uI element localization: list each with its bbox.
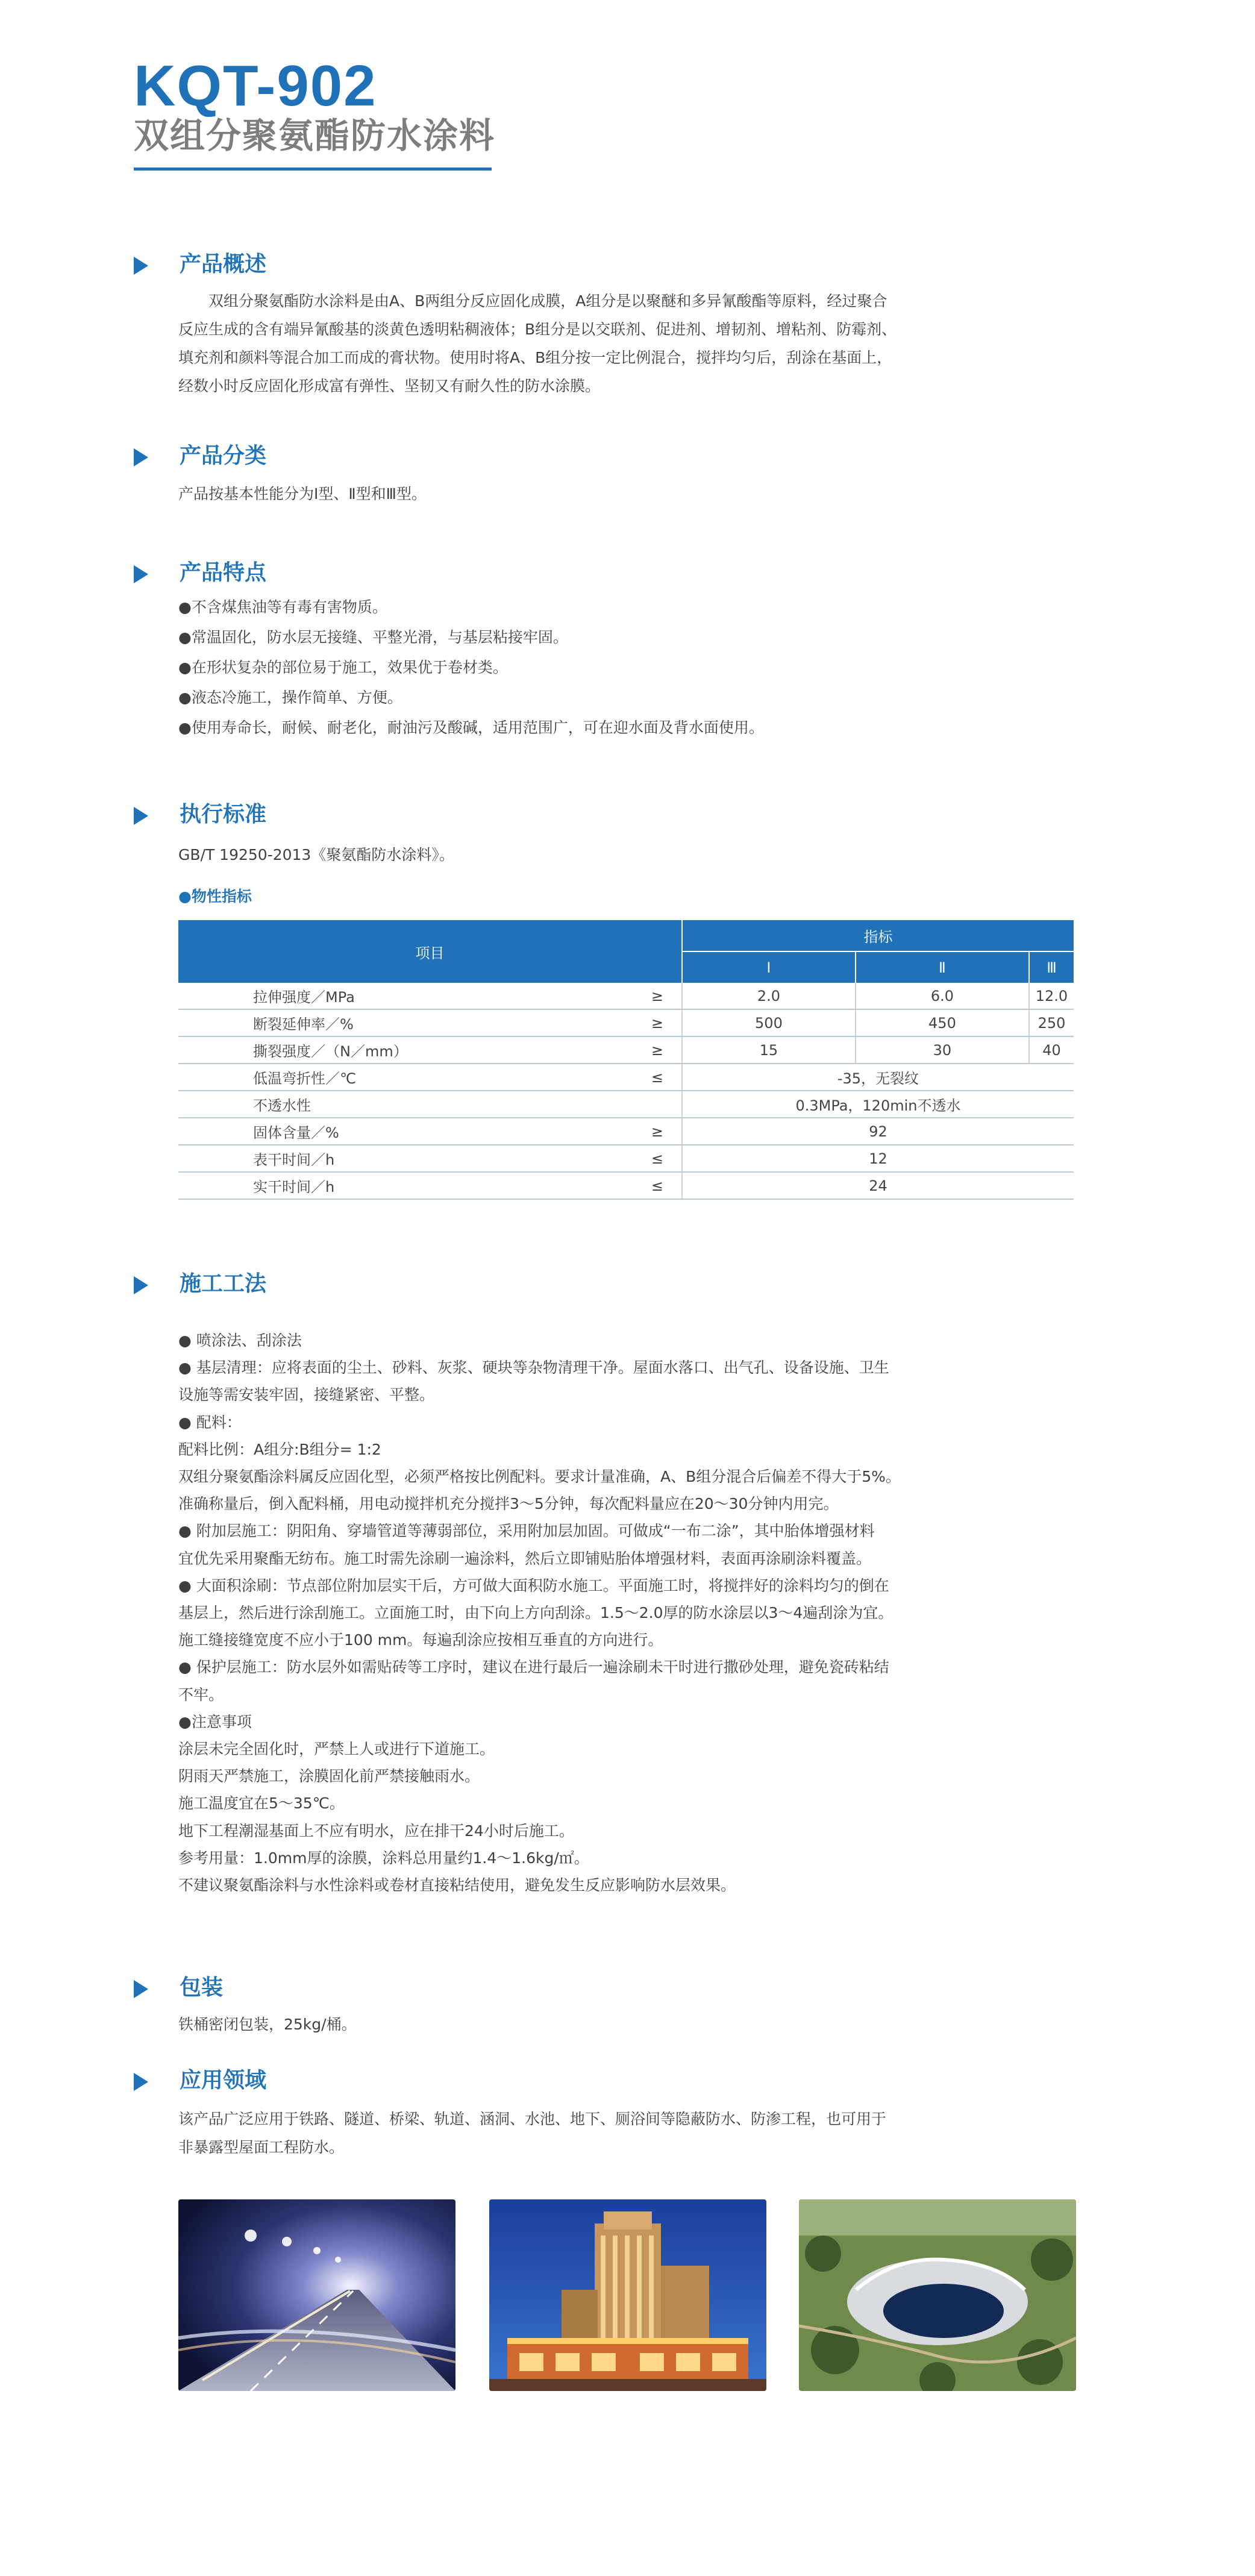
table-header-item: 项目 (178, 920, 682, 983)
table-cell: 断裂延伸率／% (178, 1009, 633, 1036)
section-arrow-icon (134, 448, 148, 466)
section-title: 包装 (180, 1975, 224, 2000)
table-cell: 固体含量／% (178, 1118, 633, 1145)
application-text (178, 2105, 1052, 2161)
classification-line: 产品按基本性能分为Ⅰ型、Ⅱ型和Ⅲ型。 (178, 485, 427, 503)
reservoir-photo (799, 2199, 1076, 2391)
application-line: 该产品广泛应用于铁路、隧道、桥梁、轨道、涵洞、水池、地下、厕浴间等隐蔽防水、防渗工程，也可用于 (178, 2110, 887, 2128)
table-cell: 0.3MPa，120min不透水 (682, 1091, 1074, 1118)
table-cell: 2.0 (682, 983, 856, 1009)
table-row (178, 1172, 1074, 1199)
section-arrow-icon (134, 2073, 148, 2091)
table-cell: 撕裂强度／（N／mm） (178, 1036, 633, 1064)
table-cell: 12.0 (1029, 983, 1074, 1009)
table-header-type: Ⅲ (1029, 951, 1074, 983)
construction-line: 涂层未完全固化时，严禁上人或进行下道施工。 (178, 1740, 495, 1758)
packaging-line: 铁桶密闭包装，25kg/桶。 (178, 2016, 357, 2033)
construction-text (178, 1327, 1052, 1899)
section-title: 产品分类 (180, 443, 267, 468)
table-cell: 不透水性 (178, 1091, 633, 1118)
table-cell: ≤ (633, 1064, 682, 1091)
section-arrow-icon (134, 1980, 148, 1998)
section-arrow-icon (134, 257, 148, 275)
table-cell: 表干时间／h (178, 1145, 633, 1172)
section-title: 产品概述 (180, 252, 267, 277)
table-cell: 12 (682, 1145, 1074, 1172)
table-cell: 92 (682, 1118, 1074, 1145)
construction-line: 基层上，然后进行涂刮施工。立面施工时，由下向上方向刮涂。1.5～2.0厚的防水涂层以3～4遍刮涂为宜。 (178, 1604, 894, 1622)
section-title: 执行标准 (180, 802, 267, 827)
construction-line: ● 配料： (178, 1413, 242, 1431)
table-cell: 40 (1029, 1036, 1074, 1064)
feature-item: ●常温固化，防水层无接缝、平整光滑，与基层粘接牢固。 (178, 628, 568, 646)
product-name: 双组分聚氨酯防水涂料 (134, 115, 496, 156)
table-cell: 拉伸强度／MPa (178, 983, 633, 1009)
features-list (178, 592, 1052, 743)
standard-line: GB/T 19250-2013《聚氨酯防水涂料》。 (178, 846, 454, 863)
building-photo (489, 2199, 766, 2391)
property-table (178, 920, 1074, 1200)
table-cell: ≥ (633, 983, 682, 1009)
construction-line: ● 保护层施工：防水层外如需贴砖等工序时，建议在进行最后一遍涂刷未干时进行撒砂处理，避免瓷砖粘结 (178, 1658, 889, 1676)
section-title: 产品特点 (180, 560, 267, 585)
overview-text (178, 287, 1052, 400)
overview-line: 双组分聚氨酯防水涂料是由A、B两组分反应固化成膜，A组分是以聚醚和多异氰酸酯等原料，经过聚合 (208, 292, 887, 310)
construction-line: 设施等需安装牢固，接缝紧密、平整。 (178, 1386, 435, 1404)
construction-line: 宜优先采用聚酯无纺布。施工时需先涂刷一遍涂料，然后立即铺贴胎体增强材料，表面再涂刷涂料覆盖。 (178, 1549, 872, 1567)
table-cell: 15 (682, 1036, 856, 1064)
feature-item: ●液态冷施工，操作简单、方便。 (178, 689, 402, 706)
construction-line: ●注意事项 (178, 1713, 252, 1731)
product-code: KQT-902 (134, 54, 377, 118)
table-row (178, 1064, 1074, 1091)
overview-line: 经数小时反应固化形成富有弹性、坚韧又有耐久性的防水涂膜。 (178, 377, 601, 395)
construction-line: 配料比例：A组分:B组分= 1:2 (178, 1440, 381, 1458)
classification-text (178, 480, 1052, 508)
table-cell: 低温弯折性／℃ (178, 1064, 633, 1091)
table-cell: ≥ (633, 1009, 682, 1036)
construction-line: 不牢。 (178, 1685, 224, 1703)
section-arrow-icon (134, 565, 148, 583)
construction-line: ● 大面积涂刷：节点部位附加层实干后，方可做大面积防水施工。平面施工时，将搅拌好的涂料均匀的倒在 (178, 1576, 889, 1594)
feature-item: ●使用寿命长，耐候、耐老化，耐油污及酸碱，适用范围广，可在迎水面及背水面使用。 (178, 719, 764, 736)
tunnel-photo (178, 2199, 455, 2391)
table-header-type: Ⅱ (856, 951, 1029, 983)
construction-line: 地下工程潮湿基面上不应有明水，应在排干24小时后施工。 (178, 1822, 574, 1840)
construction-line: ● 喷涂法、刮涂法 (178, 1332, 302, 1349)
table-header-type: Ⅰ (682, 951, 856, 983)
section-arrow-icon (134, 1276, 148, 1294)
table-row (178, 1009, 1074, 1036)
construction-line: 阴雨天严禁施工，涂膜固化前严禁接触雨水。 (178, 1767, 480, 1785)
construction-line: ● 基层清理：应将表面的尘土、砂料、灰浆、硬块等杂物清理干净。屋面水落口、出气孔、设备设施、卫生 (178, 1359, 889, 1377)
construction-line: 施工温度宜在5～35℃。 (178, 1794, 345, 1813)
table-cell: 24 (682, 1172, 1074, 1199)
section-title: 应用领域 (180, 2068, 267, 2093)
table-row (178, 1145, 1074, 1172)
application-line: 非暴露型屋面工程防水。 (178, 2139, 345, 2156)
feature-item: ●不含煤焦油等有毒有害物质。 (178, 598, 387, 616)
construction-line: 施工缝接缝宽度不应小于100 mm。每遍刮涂应按相互垂直的方向进行。 (178, 1631, 663, 1649)
feature-item: ●在形状复杂的部位易于施工，效果优于卷材类。 (178, 659, 508, 676)
standard-text (178, 841, 1052, 869)
table-row (178, 1118, 1074, 1145)
table-cell: 500 (682, 1009, 856, 1036)
table-cell: ≤ (633, 1172, 682, 1199)
construction-line: 双组分聚氨酯涂料属反应固化型，必须严格按比例配料。要求计量准确，A、B组分混合后偏差不得大于5%。 (178, 1468, 901, 1486)
construction-line: 参考用量：1.0mm厚的涂膜，涂料总用量约1.4～1.6kg/㎡。 (178, 1849, 589, 1867)
packaging-text (178, 2010, 1052, 2039)
section-title: 施工工法 (180, 1271, 267, 1296)
construction-line: ● 附加层施工：阴阳角、穿墙管道等薄弱部位，采用附加层加固。可做成“一布二涂”，其中胎体增强材料 (178, 1522, 875, 1540)
property-index-label: ●物性指标 (178, 888, 252, 905)
table-cell: ≤ (633, 1145, 682, 1172)
table-cell: 6.0 (856, 983, 1029, 1009)
table-cell (633, 1091, 682, 1118)
table-cell: 实干时间／h (178, 1172, 633, 1199)
title-underline (134, 168, 492, 171)
construction-line: 不建议聚氨酯涂料与水性涂料或卷材直接粘结使用，避免发生反应影响防水层效果。 (178, 1876, 736, 1894)
section-arrow-icon (134, 807, 148, 825)
table-cell: ≥ (633, 1118, 682, 1145)
table-cell: ≥ (633, 1036, 682, 1064)
table-row (178, 983, 1074, 1009)
construction-line: 准确称量后，倒入配料桶，用电动搅拌机充分搅拌3～5分钟，每次配料量应在20～30分钟内用完。 (178, 1495, 839, 1513)
table-cell: 250 (1029, 1009, 1074, 1036)
table-row (178, 1036, 1074, 1064)
table-header-index: 指标 (682, 920, 1074, 951)
table-row (178, 1091, 1074, 1118)
table-cell: 450 (856, 1009, 1029, 1036)
overview-line: 填充剂和颜料等混合加工而成的膏状物。使用时将A、B组分按一定比例混合，搅拌均匀后，刮涂在基面上， (178, 349, 892, 366)
table-cell: 30 (856, 1036, 1029, 1064)
table-cell: -35，无裂纹 (682, 1064, 1074, 1091)
overview-line: 反应生成的含有端异氰酸基的淡黄色透明粘稠液体；B组分是以交联剂、促进剂、增韧剂、增粘剂、防霉剂、 (178, 321, 897, 338)
